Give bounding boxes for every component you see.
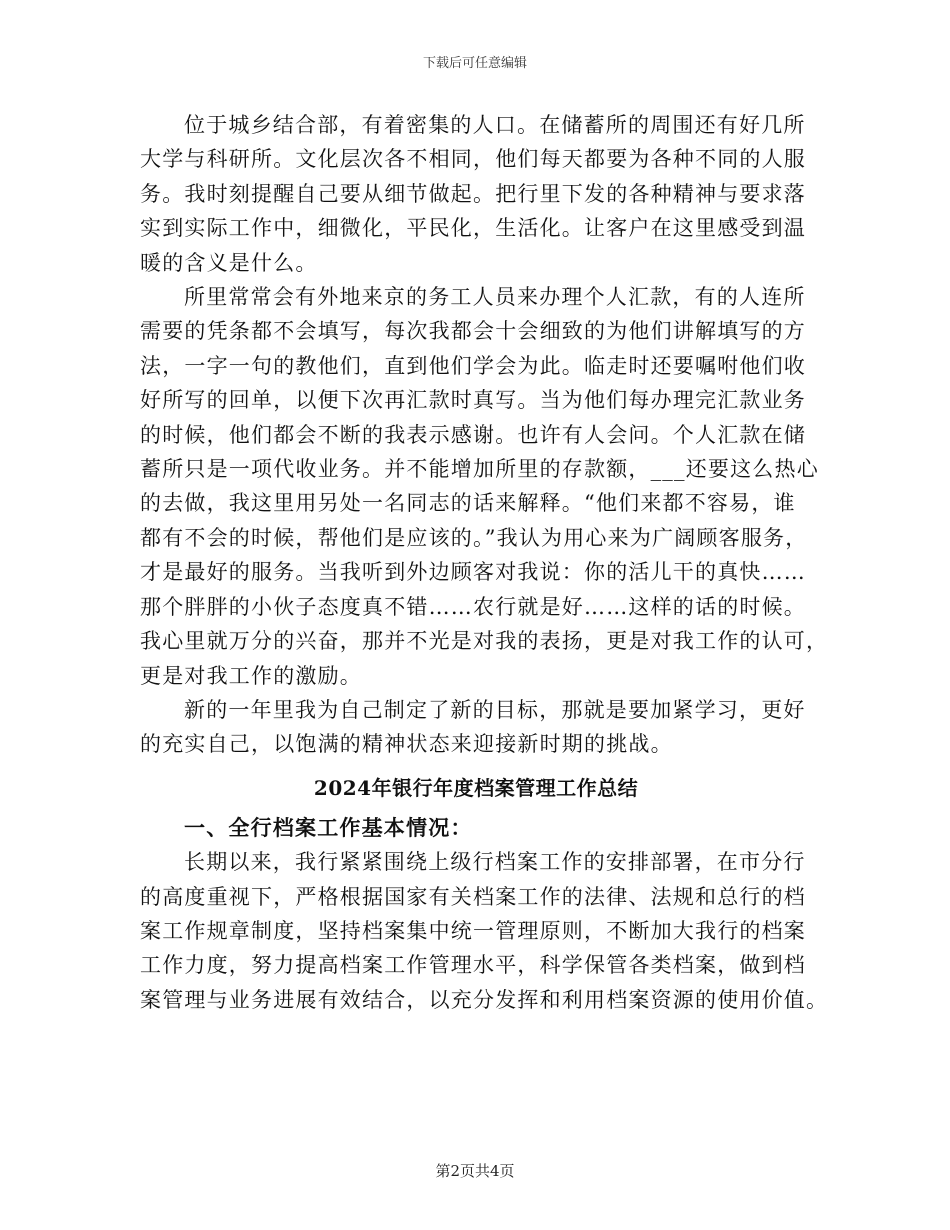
text-line: 暖的含义是什么。 — [140, 250, 318, 275]
text-line: 需要的凭条都不会填写，每次我都会十会细致的为他们讲解填写的方 — [140, 319, 806, 344]
text-line: 案工作规章制度，坚持档案集中统一管理原则，不断加大我行的档案 — [140, 918, 806, 943]
text-line: 法，一字一句的教他们，直到他们学会为此。临走时还要嘱咐他们收 — [140, 353, 806, 378]
text-line: 好所写的回单，以便下次再汇款时真写。当为他们每办理完汇款业务 — [140, 388, 806, 413]
text-line: 都有不会的时候，帮他们是应该的。”我认为用心来为广阔顾客服务， — [140, 525, 808, 550]
text-line: 我心里就万分的兴奋，那并不光是对我的表扬，更是对我工作的认可， — [140, 629, 829, 654]
text-line: 大学与科研所。文化层次各不相同，他们每天都要为各种不同的人服 — [140, 147, 806, 172]
text-line: 实到实际工作中，细微化，平民化，生活化。让客户在这里感受到温 — [140, 216, 806, 241]
text-line: 所里常常会有外地来京的务工人员来办理个人汇款，有的人连所 — [184, 285, 806, 310]
section-heading: 一、全行档案工作基本情况： — [184, 814, 473, 840]
header-note: 下载后可任意编辑 — [422, 56, 527, 71]
text-line: 案管理与业务进展有效结合，以充分发挥和利用档案资源的使用价值。 — [140, 987, 829, 1012]
text-line: 的时候，他们都会不断的我表示感谢。也许有人会问。个人汇款在储 — [140, 422, 806, 447]
text-line: 务。我时刻提醒自己要从细节做起。把行里下发的各种精神与要求落 — [140, 181, 806, 206]
text-line: 新的一年里我为自己制定了新的目标，那就是要加紧学习，更好 — [184, 697, 806, 722]
text-line: 长期以来，我行紧紧围绕上级行档案工作的安排部署，在市分行 — [184, 850, 806, 875]
text-line: 的高度重视下，严格根据国家有关档案工作的法律、法规和总行的档 — [140, 884, 806, 909]
page-footer: 第2页共4页 — [435, 1162, 515, 1180]
paragraph-1 — [140, 108, 812, 280]
text-line: 工作力度，努力提高档案工作管理水平，科学保管各类档案，做到档 — [140, 953, 806, 978]
paragraph-2 — [140, 280, 829, 693]
text-line: 那个胖胖的小伙子态度真不错……农行就是好……这样的话的时候。 — [140, 594, 806, 619]
document-title: 2024年银行年度档案管理工作总结 — [313, 775, 639, 800]
section-1 — [140, 811, 829, 1017]
text-line: 位于城乡结合部，有着密集的人口。在储蓄所的周围还有好几所 — [184, 113, 806, 137]
text-line: 更是对我工作的激励。 — [140, 663, 362, 688]
text-line: 的去做，我这里用另处一名同志的话来解释。“他们来都不容易，谁 — [140, 491, 796, 516]
document-body — [140, 108, 829, 1017]
text-line: 蓄所只是一项代收业务。并不能增加所里的存款额，___还要这么热心 — [140, 457, 819, 482]
text-line: 才是最好的服务。当我听到外边顾客对我说：你的活儿干的真快…… — [140, 560, 806, 585]
paragraph-3 — [140, 693, 812, 762]
text-line: 的充实自己，以饱满的精神状态来迎接新时期的挑战。 — [140, 732, 673, 757]
